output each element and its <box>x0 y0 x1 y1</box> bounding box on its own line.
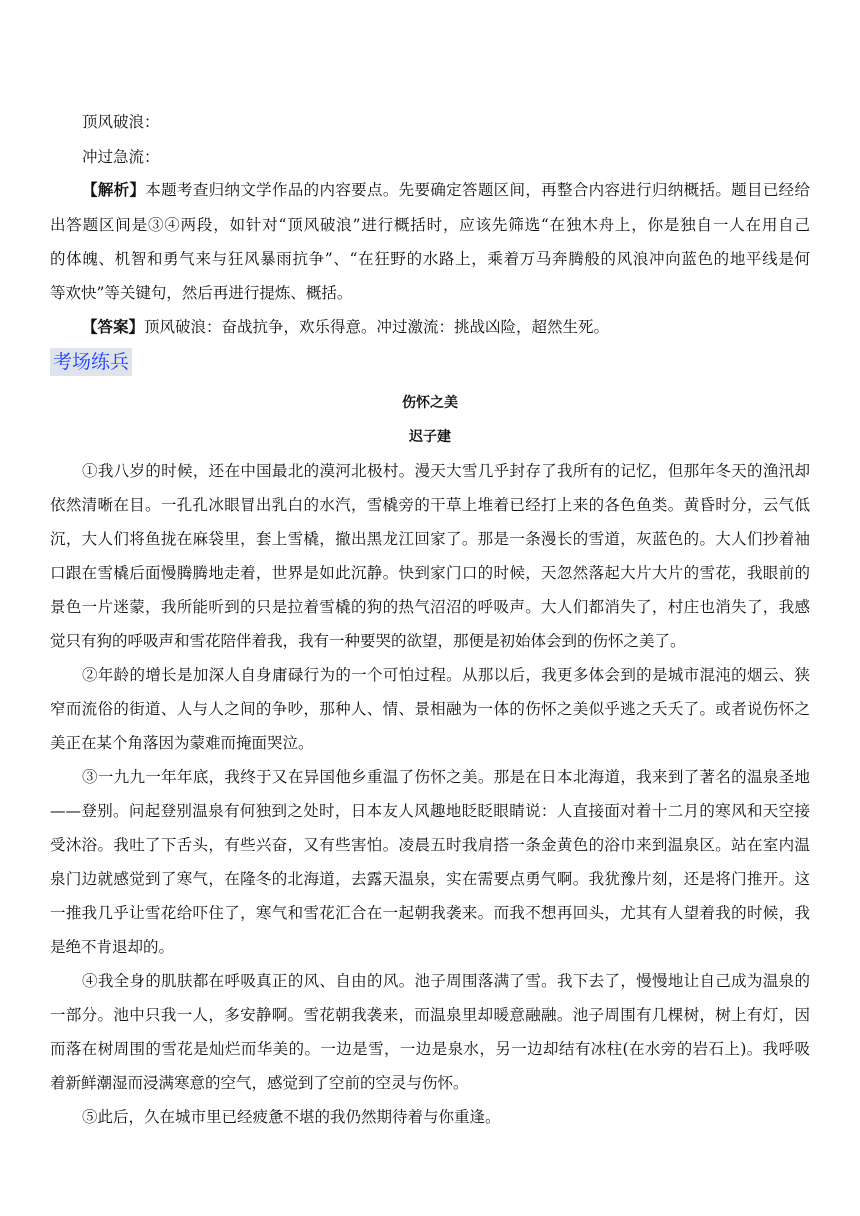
article-author: 迟子建 <box>409 429 451 445</box>
analysis-line-1 <box>82 179 810 201</box>
section-header: 考场练兵 <box>50 348 132 376</box>
article-line: 着新鲜潮湿而浸满寒意的空气，感觉到了空前的空灵与伤怀。 <box>50 1074 469 1092</box>
article-line: 窄而流俗的街道、人与人之间的争吵，那种人、情、景相融为一体的伤怀之美似乎逃之夭夭了。或者说伤怀之 <box>50 700 810 718</box>
article-line: 景色一片迷蒙，我所能听到的只是拉着雪橇的狗的热气沼沼的呼吸声。大人们都消失了，村庄也消失了，我感 <box>50 598 810 616</box>
article-line: ②年龄的增长是加深人自身庸碌行为的一个可怕过程。从那以后，我更多体会到的是城市混沌的烟云、狭 <box>82 666 810 684</box>
analysis-label: 【解析】 <box>82 180 146 199</box>
article-line: 觉只有狗的呼吸声和雪花陪伴着我，我有一种要哭的欲望，那便是初始体会到的伤怀之美了。 <box>50 632 686 650</box>
answer-prompt-line-2: 冲过急流： <box>82 148 160 166</box>
article-line: 美正在某个角落因为蒙难而掩面哭泣。 <box>50 734 314 752</box>
article-line: ①我八岁的时候，还在中国最北的漠河北极村。漫天大雪几乎封存了我所有的记忆，但那年冬天的渔汛却 <box>82 462 810 480</box>
answer-label: 【答案】 <box>82 317 145 336</box>
analysis-line-3: 的体魄、机智和勇气来与狂风暴雨抗争”、“在狂野的水路上，乘着万马奔腾般的风浪冲向蓝色的地平线是何 <box>50 250 810 268</box>
article-line: ——登别。问起登别温泉有何独到之处时，日本友人风趣地眨眨眼睛说：人直接面对着十二月的寒风和天空接 <box>50 802 810 820</box>
article-line: 是绝不肯退却的。 <box>50 938 175 956</box>
article-line: ④我全身的肌肤都在呼吸真正的风、自由的风。池子周围落满了雪。我下去了，慢慢地让自己成为温泉的 <box>82 972 810 990</box>
article-line: 而落在树周围的雪花是灿烂而华美的。一边是雪，一边是泉水，另一边却结有冰柱(在水旁的岩石上)。我呼吸 <box>50 1040 810 1058</box>
analysis-text: 本题考查归纳文学作品的内容要点。先要确定答题区间，再整合内容进行归纳概括。题目已经给 <box>145 181 810 199</box>
answer-prompt-line-1: 顶风破浪： <box>82 113 160 131</box>
article-title: 伤怀之美 <box>402 395 458 411</box>
analysis-line-2: 出答题区间是③④两段，如针对“顶风破浪”进行概括时，应该先筛选“在独木舟上，你是独自一人在用自己 <box>50 216 810 234</box>
article-line: 口跟在雪橇后面慢腾腾地走着，世界是如此沉静。快到家门口的时候，天忽然落起大片大片的雪花，我眼前的 <box>50 564 810 582</box>
answer-line <box>82 316 810 338</box>
article-line: 依然清晰在目。一孔孔冰眼冒出乳白的水汽，雪橇旁的干草上堆着已经打上来的各色鱼类。黄昏时分，云气低 <box>50 496 810 514</box>
article-line: ⑤此后，久在城市里已经疲惫不堪的我仍然期待着与你重逢。 <box>82 1108 501 1126</box>
article-line: 沉，大人们将鱼拢在麻袋里，套上雪橇，撤出黑龙江回家了。那是一条漫长的雪道，灰蓝色的。大人们抄着袖 <box>50 530 810 548</box>
analysis-line-4: 等欢快”等关键句，然后再进行提炼、概括。 <box>50 284 353 302</box>
article-line: 一部分。池中只我一人，多安静啊。雪花朝我袭来，而温泉里却暖意融融。池子周围有几棵树，树上有灯，因 <box>50 1006 810 1024</box>
article-line: 受沐浴。我吐了下舌头，有些兴奋，又有些害怕。凌晨五时我肩搭一条金黄色的浴巾来到温泉区。站在室内温 <box>50 836 810 854</box>
article-line: 泉门边就感觉到了寒气，在隆冬的北海道，去露天温泉，实在需要点勇气啊。我犹豫片刻，还是将门推开。这 <box>50 870 810 888</box>
article-line: 一推我几乎让雪花给吓住了，寒气和雪花汇合在一起朝我袭来。而我不想再回头，尤其有人望着我的时候，我 <box>50 904 810 922</box>
article-line: ③一九九一年年底，我终于又在异国他乡重温了伤怀之美。那是在日本北海道，我来到了著名的温泉圣地 <box>82 768 810 786</box>
answer-text: 顶风破浪：奋战抗争，欢乐得意。冲过激流：挑战凶险，超然生死。 <box>144 318 610 336</box>
